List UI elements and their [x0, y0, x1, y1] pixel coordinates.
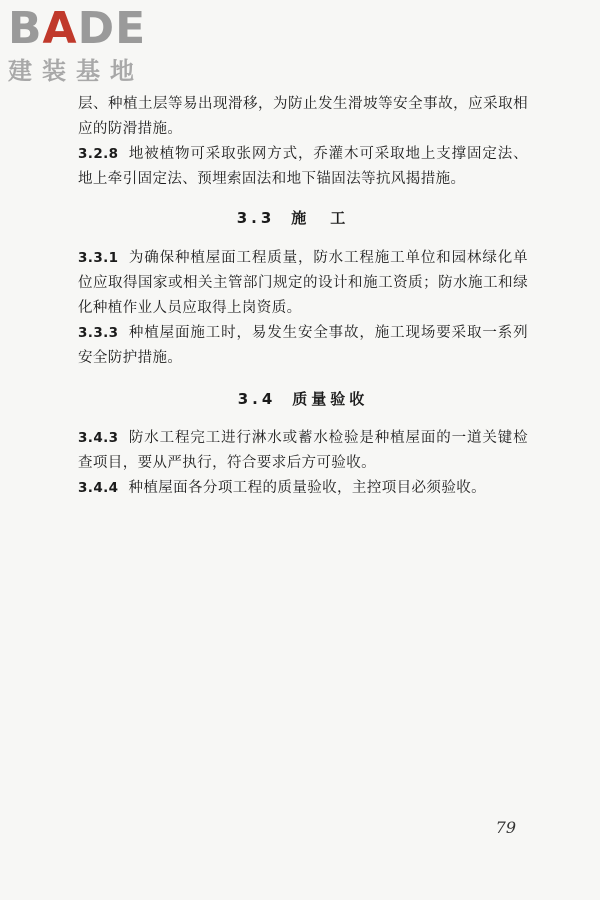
section-number: 3.4	[237, 390, 277, 408]
clause-number: 3.2.8	[78, 146, 119, 162]
clause-text: 为确保种植屋面工程质量，防水工程施工单位和园林绿化单位应取得国家或相关主管部门规定的设计和施工资质；防水施工和绿化种植作业人员应取得上岗资质。	[78, 250, 528, 316]
section-heading-3-3	[78, 207, 528, 228]
watermark-subtitle: 建装基地	[8, 57, 144, 85]
clause-number: 3.3.3	[78, 325, 119, 341]
watermark-logo-text: B A D E	[8, 3, 147, 54]
section-heading-3-4	[78, 388, 528, 409]
watermark-logo	[8, 4, 178, 86]
continued-paragraph: 层、种植土层等易出现滑移，为防止发生滑坡等安全事故，应采取相应的防滑措施。	[78, 96, 528, 137]
section-title: 质量验收	[292, 390, 369, 408]
page-body	[78, 92, 528, 501]
section-number: 3.3	[236, 209, 276, 227]
page-number: 79	[495, 818, 516, 837]
clause-3-2-8	[78, 142, 528, 192]
clause-number: 3.3.1	[78, 250, 119, 266]
clause-text: 防水工程完工进行淋水或蓄水检验是种植屋面的一道关键检查项目，要从严执行，符合要求后方可验收。	[78, 430, 528, 471]
clause-3-4-3	[78, 426, 528, 476]
clause-3-3-1	[78, 246, 528, 321]
clause-text: 种植屋面施工时，易发生安全事故，施工现场要采取一系列安全防护措施。	[78, 325, 528, 366]
section-title: 施工	[291, 209, 370, 227]
clause-number: 3.4.3	[78, 430, 119, 446]
clause-text: 种植屋面各分项工程的质量验收，主控项目必须验收。	[128, 480, 487, 496]
clause-text: 地被植物可采取张网方式，乔灌木可采取地上支撑固定法、地上牵引固定法、预埋索固法和地下锚固法等抗风揭措施。	[78, 146, 528, 187]
clause-number: 3.4.4	[78, 480, 119, 496]
clause-3-3-3	[78, 321, 528, 371]
clause-3-4-4	[78, 476, 528, 501]
